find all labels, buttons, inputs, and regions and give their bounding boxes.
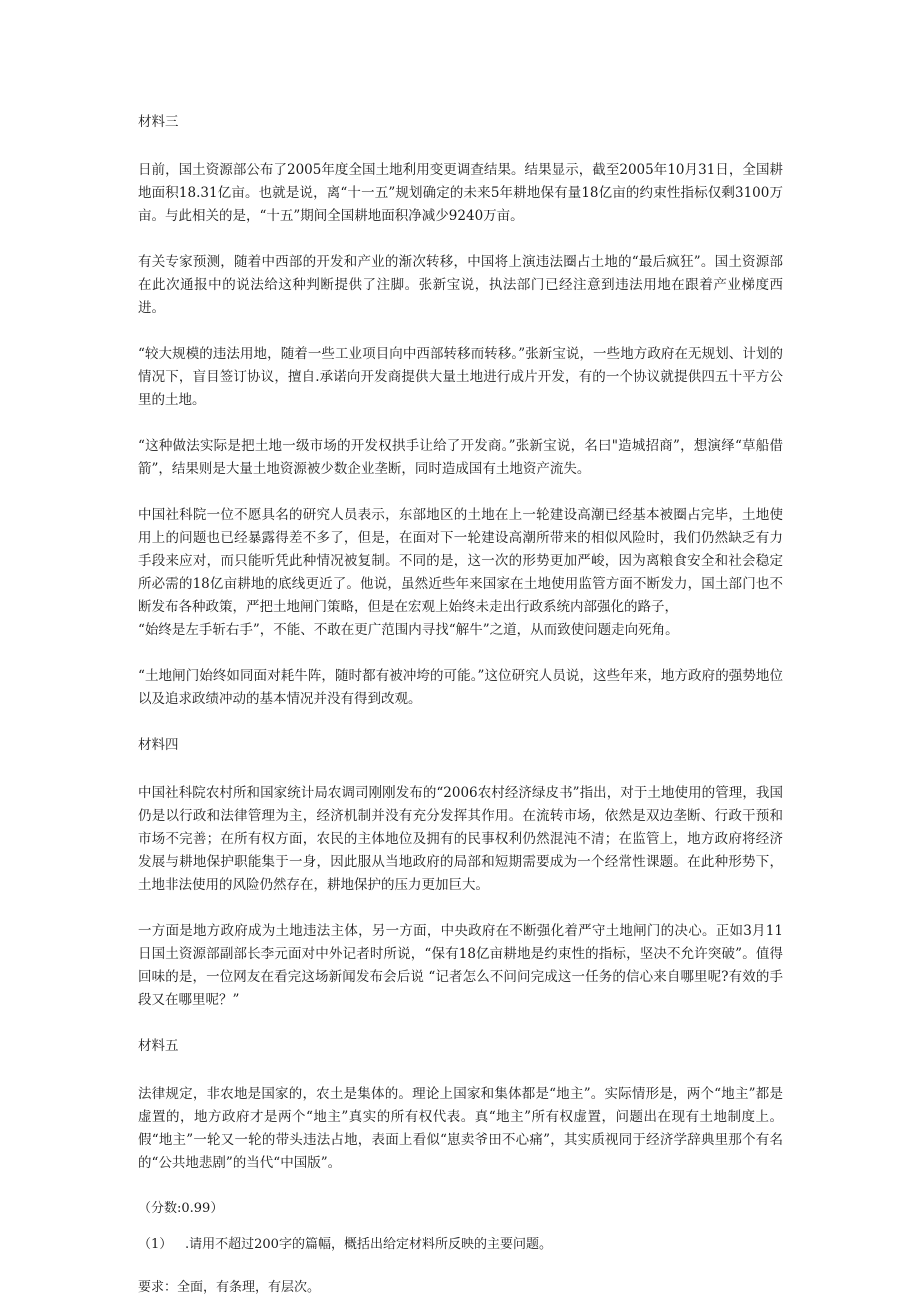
question-number: （1） xyxy=(138,1237,173,1252)
score-label: （分数:0.99） xyxy=(138,1201,224,1216)
material-3-paragraph-5: 中国社科院一位不愿具名的研究人员表示，东部地区的土地在上一轮建设高潮已经基本被圈占完毕，土地使用上的问题也已经暴露得差不多了，但是，在面对下一轮建设高潮所带来的相似风险时，我们仍然缺乏有力手段来应对，而只能听凭此种情况被复制。不同的是，这一次的形势更加严峻，因为离粮食安全和社会稳定所必需的18亿亩耕地的底线更近了。他说，虽然近些年来国家在土地使用监管方面不断发力，国土部门也不断发布各种政策，严把土地闸门策略，但是在宏观上始终未走出行政系统内部强化的路子， xyxy=(138,507,783,615)
material-3-paragraph-1: 日前，国土资源部公布了2005年度全国土地利用变更调查结果。结果显示，截至2005年10月31日，全国耕地面积18.31亿亩。也就是说，离“十一五”规划确定的未来5年耕地保有量18亿亩的约束性指标仅剩3100万亩。与此相关的是，“十五”期间全国耕地面积净减少9240万亩。 xyxy=(138,162,783,224)
material-3-heading: 材料三 xyxy=(138,114,179,130)
material-5-paragraph-1: 法律规定，非农地是国家的，农土是集体的。理论上国家和集体都是“地主”。实际情形是，两个“地主”都是虚置的，地方政府才是两个“地主”真实的所有权代表。真“地主”所有权虚置，问题出在现有土地制度上。假“地主”一轮又一轮的带头违法占地，表面上看似“崽卖爷田不心痛”，其实质视同于经济学辞典里那个有名的“公共地悲剧”的当代“中国版”。 xyxy=(138,1086,783,1171)
material-3-paragraph-6: “始终是左手斩右手”，不能、不敢在更广范围内寻找“解牛”之道，从而致使问题走向死角。 xyxy=(138,622,679,638)
material-3-paragraph-7: “土地闸门始终如同面对耗牛阵，随时都有被冲垮的可能。”这位研究人员说，这些年来，地方政府的强势地位以及追求政绩冲动的基本情况并没有得到改观。 xyxy=(138,668,783,707)
material-4-heading: 材料四 xyxy=(138,737,179,753)
document-page xyxy=(138,111,783,1299)
material-5-heading: 材料五 xyxy=(138,1038,179,1054)
material-3-paragraph-4: “这种做法实际是把土地一级市场的开发权拱手让给了开发商。”张新宝说，名曰"造城招商”，想演绎“草船借箭”，结果则是大量土地资源被少数企业垄断，同时造成国有土地资产流失。 xyxy=(138,438,783,477)
question-1 xyxy=(138,1234,783,1256)
question-text: .请用不超过200字的篇幅，概括出给定材料所反映的主要问题。 xyxy=(185,1237,552,1252)
material-3-paragraph-2: 有关专家预测，随着中西部的开发和产业的渐次转移，中国将上演违法圈占土地的“最后疯狂”。国土资源部在此次通报中的说法给这种判断提供了注脚。张新宝说，执法部门已经注意到违法用地在跟着产业梯度西进。 xyxy=(138,254,783,316)
material-4-paragraph-1: 中国社科院农村所和国家统计局农调司刚刚发布的“2006农村经济绿皮书”指出，对于土地使用的管理，我国仍是以行政和法律管理为主，经济机制并没有充分发挥其作用。在流转市场，依然是双边垄断、行政干预和市场不完善；在所有权方面，农民的主体地位及拥有的民事权利仍然混沌不清；在监管上，地方政府将经济发展与耕地保护职能集于一身，因此服从当地政府的局部和短期需要成为一个经常性课题。在此种形势下，土地非法使用的风险仍然存在，耕地保护的压力更加巨大。 xyxy=(138,785,783,893)
material-3-paragraph-3: “较大规模的违法用地，随着一些工业项目向中西部转移而转移。”张新宝说，一些地方政府在无规划、计划的情况下，盲目签订协议，擅自.承诺向开发商提供大量土地进行成片开发，有的一个协议就提供四五十平方公里的土地。 xyxy=(138,346,783,408)
requirement-text: 要求：全面，有条理，有层次。 xyxy=(138,1280,321,1295)
material-4-paragraph-2: 一方面是地方政府成为土地违法主体，另一方面，中央政府在不断强化着严守土地闸门的决心。正如3月11日国土资源部副部长李元面对中外记者时所说，“保有18亿亩耕地是约束性的指标，坚决不允许突破”。值得回味的是，一位网友在看完这场新闻发布会后说 “记者怎么不问问完成这一任务的信心来自哪里呢?有效的手段又在哪里呢？” xyxy=(138,923,783,1008)
